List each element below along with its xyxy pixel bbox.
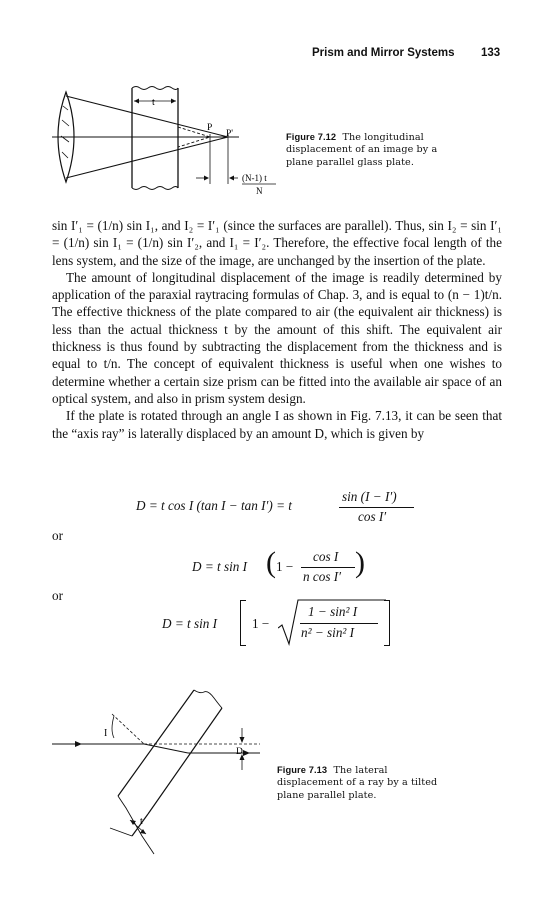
page-number: 133	[481, 47, 501, 59]
figure-7-12-diagram	[52, 86, 282, 204]
equation-2	[192, 548, 392, 588]
eq3-lhs: D = t sin I	[162, 616, 218, 631]
fig712-label-shift-den: N	[256, 186, 263, 196]
eq3-denominator: n² − sin² I	[301, 625, 355, 640]
or-label-1: or	[52, 528, 63, 543]
figure-7-12-caption-text: The longitudinal displacement of an image by a plane parallel glass plate.	[286, 132, 438, 168]
eq1-fraction-bar	[339, 507, 414, 508]
fig712-label-t: t	[152, 97, 155, 108]
fig713-label-d: D	[236, 747, 243, 757]
or-label-2: or	[52, 588, 63, 603]
eq3-left-bracket	[240, 600, 246, 646]
fig713-label-angle: I	[104, 728, 108, 739]
equation-3	[162, 598, 402, 652]
eq3-numerator: 1 − sin² I	[308, 604, 358, 619]
eq2-left-paren: (	[266, 546, 276, 579]
figure-7-13-diagram	[52, 688, 277, 868]
figure-7-13-caption-text: The lateral displacement of a ray by a tilted plane parallel plate.	[277, 765, 438, 801]
paragraph-1: sin I′₁ = (1/n) sin I₁, and I₂ = I′₁ (since the surfaces are parallel). Thus, sin I₂ = sin I′₁ = (1/n) sin I₁ = (1/n) sin I′₂, and I₁ = I′₂. Therefore, the effective focal length of the lens system, and the size of the image, are unchanged by the insertion of the plate.	[52, 218, 502, 268]
eq1-denominator: cos I′	[358, 509, 387, 524]
eq2-lhs: D = t sin I	[192, 559, 248, 574]
eq1-numerator: sin (I − I′)	[342, 489, 397, 504]
paragraph-3: If the plate is rotated through an angle I as shown in Fig. 7.13, it can be seen that the “axis ray” is laterally displaced by an amount D, which is given by	[52, 408, 502, 441]
eq2-numerator: cos I	[313, 549, 339, 564]
figure-7-12-caption	[286, 131, 458, 169]
figure-7-13-caption	[277, 764, 452, 802]
equation-1	[136, 489, 426, 529]
eq2-fraction-bar	[301, 567, 355, 568]
fig712-label-p: P	[207, 123, 213, 133]
running-header	[0, 47, 550, 65]
figure-7-13-label: Figure 7.13	[277, 765, 328, 775]
eq2-one-minus: 1 −	[276, 559, 294, 574]
running-title: Prism and Mirror Systems	[312, 47, 455, 59]
body-text	[52, 217, 502, 442]
figure-7-12-label: Figure 7.12	[286, 132, 337, 142]
eq3-one-minus: 1 −	[252, 616, 270, 631]
eq3-fraction-bar	[300, 623, 378, 624]
fig712-label-p-prime: P'	[226, 129, 233, 139]
eq3-right-bracket	[384, 600, 390, 646]
eq2-right-paren: )	[355, 546, 365, 579]
fig713-label-t: t	[140, 816, 143, 827]
paragraph-2: The amount of longitudinal displacement of the image is readily determined by application of the paraxial raytracing formulas of Chap. 3, and is equal to (n − 1)t/n. The effective thickness of the plate compared to air (the equivalent air thickness) is less than the actual thickness t by the amount of this shift. The equivalent air thickness is thus found by subtracting the displacement from the thickness and is equal to t/n. The concept of equivalent thickness is useful when one wishes to determine whether a certain size prism can be fitted into the available air space of an optical system, and also in prism system design.	[52, 269, 502, 406]
eq2-denominator: n cos I′	[303, 569, 342, 584]
eq1-lhs: D = t cos I (tan I − tan I′) = t	[136, 498, 292, 513]
fig712-label-shift-num: (N-1) t	[242, 173, 267, 183]
